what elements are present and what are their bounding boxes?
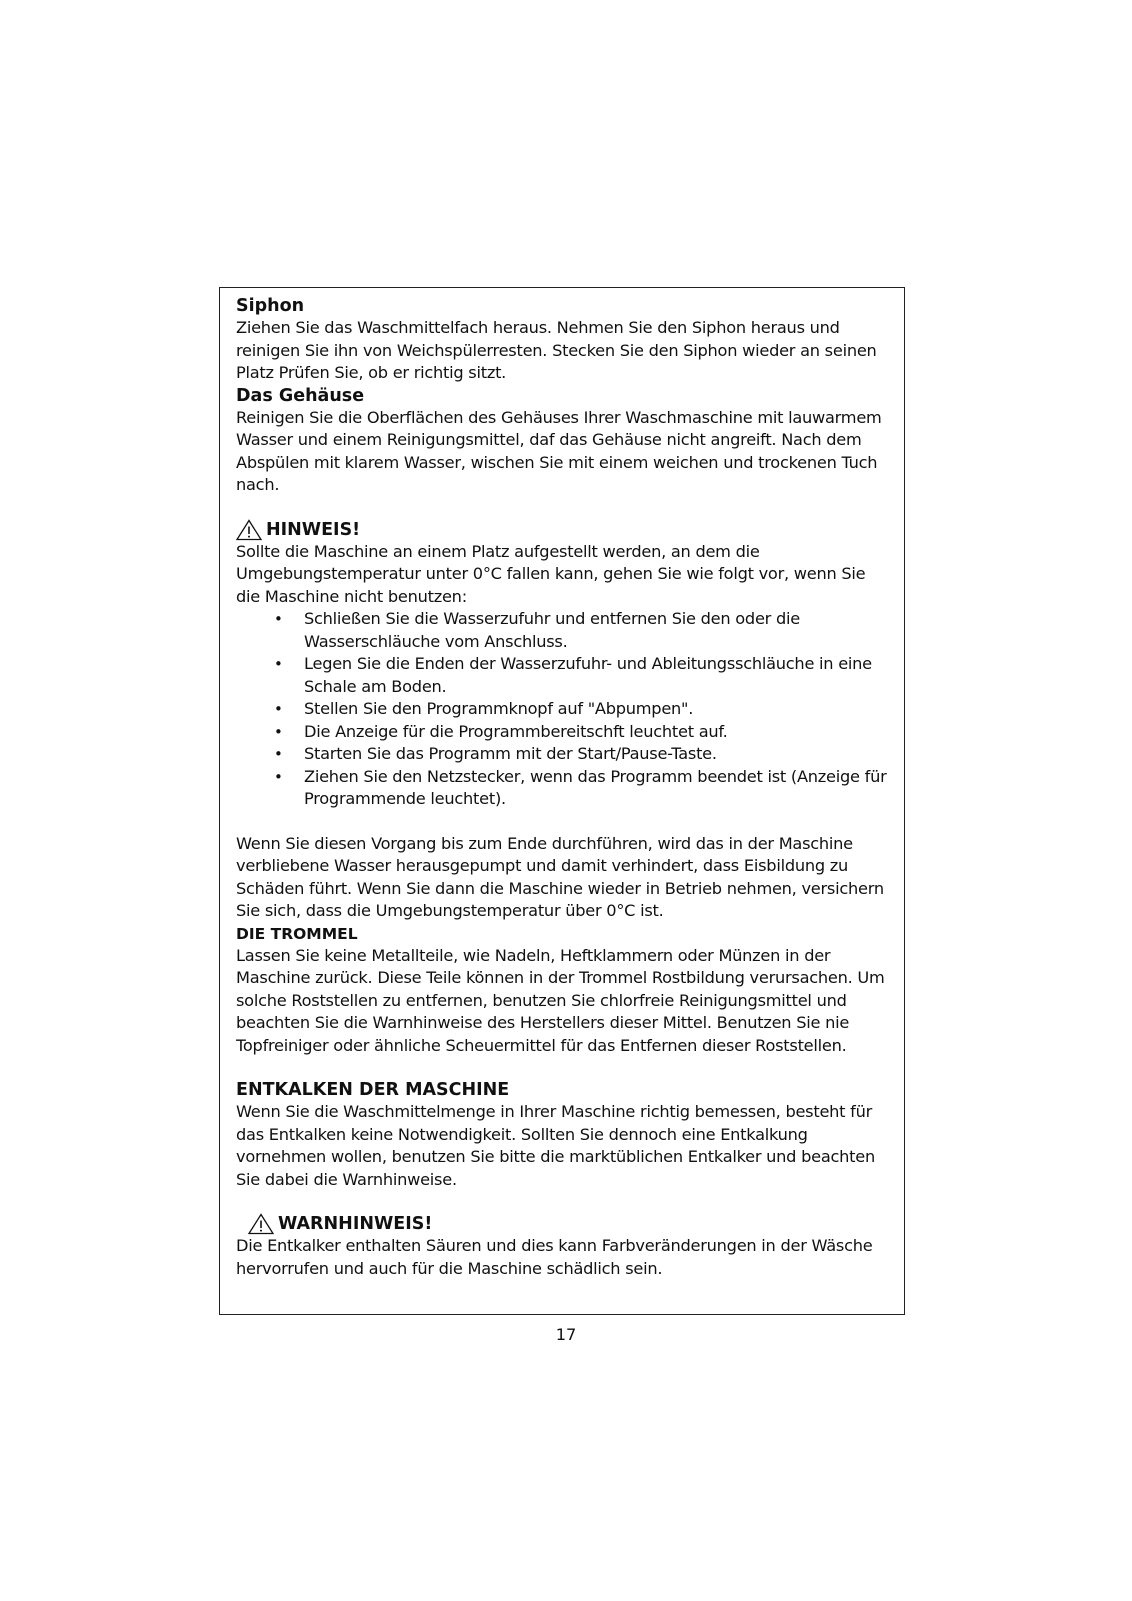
list-item: • Die Anzeige für die Programmbereitschft leuchtet auf.: [274, 721, 890, 744]
bullet: •: [274, 655, 283, 673]
trommel-heading: DIE TROMMEL: [236, 924, 358, 943]
entkalken-text: Wenn Sie die Waschmittelmenge in Ihrer Maschine richtig bemessen, besteht für das Entkalken keine Notwendigkeit. Sollten Sie dennoch eine Entkalkung vornehmen wollen, benutzen Sie bitte die marktüblichen Entkalker und beachten Sie dabei die Warnhinweise.: [236, 1102, 875, 1189]
siphon-heading: Siphon: [236, 296, 305, 316]
list-item: • Legen Sie die Enden der Wasserzufuhr- und Ableitungsschläuche in eine Schale am Boden.: [274, 654, 872, 696]
warnhinweis-heading-row: [236, 1213, 890, 1235]
bullet: •: [274, 700, 283, 718]
warning-triangle-icon: [236, 519, 262, 541]
warnhinweis-text: Die Entkalker enthalten Säuren und dies kann Farbveränderungen in der Wäsche hervorrufen und auch für die Maschine schädlich sein.: [236, 1236, 873, 1278]
hinweis-outro: Wenn Sie diesen Vorgang bis zum Ende durchführen, wird das in der Maschine verbliebene Wasser herausgepumpt und damit verhindert, dass Eisbildung zu Schäden führt. Wenn Sie dann die Maschine wieder in Betrieb nehmen, versichern Sie sich, dass die Umgebungstemperatur über 0°C ist.: [236, 833, 884, 920]
content-frame: [219, 287, 905, 1315]
trommel-text: Lassen Sie keine Metallteile, wie Nadeln, Heftklammern oder Münzen in der Maschine zurück. Diese Teile können in der Trommel Rostbildung verursachen. Um solche Roststellen zu entfernen, benutzen Sie chlorfreie Reinigungsmittel und beachten Sie die Warnhinweise des Herstellers dieser Mittel. Benutzen Sie nie Topfreiniger oder ähnliche Scheuermittel für das Entfernen dieser Roststellen.: [236, 945, 885, 1055]
hinweis-heading-row: [236, 519, 890, 541]
list-item: • Starten Sie das Programm mit der Start/Pause-Taste.: [274, 743, 890, 766]
list-item: • Ziehen Sie den Netzstecker, wenn das Programm beendet ist (Anzeige für Programmende leuchtet).: [274, 766, 887, 808]
entkalken-heading: ENTKALKEN DER MASCHINE: [236, 1080, 510, 1100]
list-item: • Stellen Sie den Programmknopf auf "Abpumpen".: [274, 698, 890, 721]
warnhinweis-heading: WARNHINWEIS!: [278, 1214, 433, 1234]
bullet: •: [274, 722, 283, 741]
page-number: 17: [555, 1325, 577, 1344]
bullet: •: [274, 767, 283, 786]
gehaeuse-heading: Das Gehäuse: [236, 385, 365, 406]
hinweis-steps-list: [236, 608, 890, 811]
warning-triangle-icon: [248, 1213, 274, 1235]
bullet: •: [274, 745, 283, 763]
siphon-text: Ziehen Sie das Waschmittelfach heraus. Nehmen Sie den Siphon heraus und reinigen Sie ihn von Weichspülerresten. Stecken Sie den Siphon wieder an seinen Platz Prüfen Sie, ob er richtig sitzt.: [236, 318, 877, 382]
list-item: • Schließen Sie die Wasserzufuhr und entfernen Sie den oder die Wasserschläuche vom Anschluss.: [274, 609, 800, 651]
bullet: •: [274, 610, 283, 628]
hinweis-heading: HINWEIS!: [266, 519, 361, 540]
gehaeuse-text: Reinigen Sie die Oberflächen des Gehäuses Ihrer Waschmaschine mit lauwarmem Wasser und einem Reinigungsmittel, daf das Gehäuse nicht angreift. Nach dem Abspülen mit klarem Wasser, wischen Sie mit einem weichen und trockenen Tuch nach.: [236, 407, 882, 494]
hinweis-intro: Sollte die Maschine an einem Platz aufgestellt werden, an dem die Umgebungstemperatur unter 0°C fallen kann, gehen Sie wie folgt vor, wenn Sie die Maschine nicht benutzen:: [236, 541, 866, 606]
